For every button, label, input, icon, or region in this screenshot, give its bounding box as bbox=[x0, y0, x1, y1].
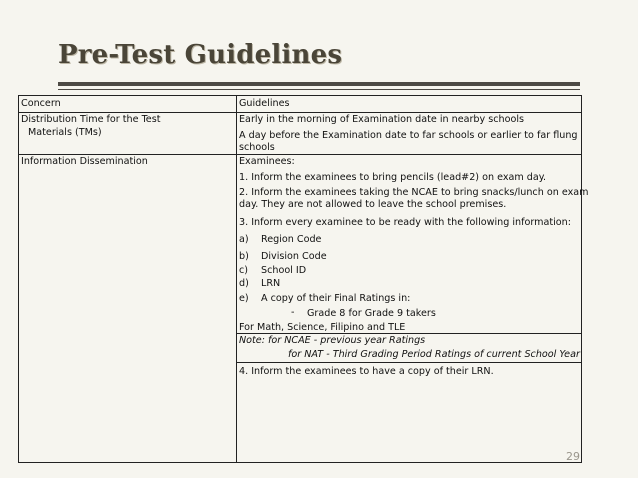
item-2-line2: day. They are not allowed to leave the school premises. bbox=[239, 199, 507, 210]
concern-distribution-line1: Distribution Time for the Test bbox=[21, 114, 161, 125]
guideline-nearby-schools: Early in the morning of Examination date in nearby schools bbox=[239, 114, 524, 125]
concern-information-dissemination: Information Dissemination bbox=[21, 156, 148, 167]
item-3: 3. Inform every examinee to be ready with the following information: bbox=[239, 217, 571, 228]
header-guidelines: Guidelines bbox=[239, 98, 290, 109]
list-item-region-code: Region Code bbox=[261, 234, 322, 245]
examinees-label: Examinees: bbox=[239, 156, 295, 167]
page-title: Pre-Test Guidelines bbox=[58, 40, 343, 70]
list-marker-b: b) bbox=[239, 251, 249, 262]
title-underline-thick bbox=[58, 82, 580, 86]
title-underline-thin bbox=[58, 89, 580, 90]
list-item-lrn: LRN bbox=[261, 278, 281, 289]
list-marker-a: a) bbox=[239, 234, 249, 245]
header-concern: Concern bbox=[21, 98, 61, 109]
list-marker-c: c) bbox=[239, 265, 249, 276]
row1-divider bbox=[19, 154, 581, 155]
page-number: 29 bbox=[566, 450, 580, 463]
guidelines-table bbox=[18, 95, 589, 463]
note-bottom-divider bbox=[236, 362, 581, 363]
guideline-far-schools-line2: schools bbox=[239, 142, 275, 153]
note-ncae: Note: for NCAE - previous year Ratings bbox=[239, 335, 426, 346]
sub-item-dash: - bbox=[291, 307, 295, 318]
list-item-school-id: School ID bbox=[261, 265, 307, 276]
guideline-far-schools-line1: A day before the Examination date to far schools or earlier to far flung bbox=[239, 130, 578, 141]
sub-item-grade8: Grade 8 for Grade 9 takers bbox=[307, 308, 436, 319]
list-item-division-code: Division Code bbox=[261, 251, 327, 262]
list-marker-d: d) bbox=[239, 278, 249, 289]
column-divider bbox=[236, 96, 237, 462]
note-nat: for NAT - Third Grading Period Ratings of current School Year bbox=[288, 349, 580, 360]
concern-distribution-line2: Materials (TMs) bbox=[28, 127, 102, 138]
subjects-line: For Math, Science, Filipino and TLE bbox=[239, 322, 406, 333]
item-4-lrn-copy: 4. Inform the examinees to have a copy of their LRN. bbox=[239, 366, 494, 377]
list-item-final-ratings: A copy of their Final Ratings in: bbox=[261, 293, 411, 304]
item-2-line1: 2. Inform the examinees taking the NCAE to bring snacks/lunch on exam bbox=[239, 187, 589, 198]
item-1-pencils: 1. Inform the examinees to bring pencils (lead#2) on exam day. bbox=[239, 172, 547, 183]
header-divider bbox=[19, 112, 581, 113]
note-top-divider bbox=[236, 333, 581, 334]
list-marker-e: e) bbox=[239, 293, 249, 304]
